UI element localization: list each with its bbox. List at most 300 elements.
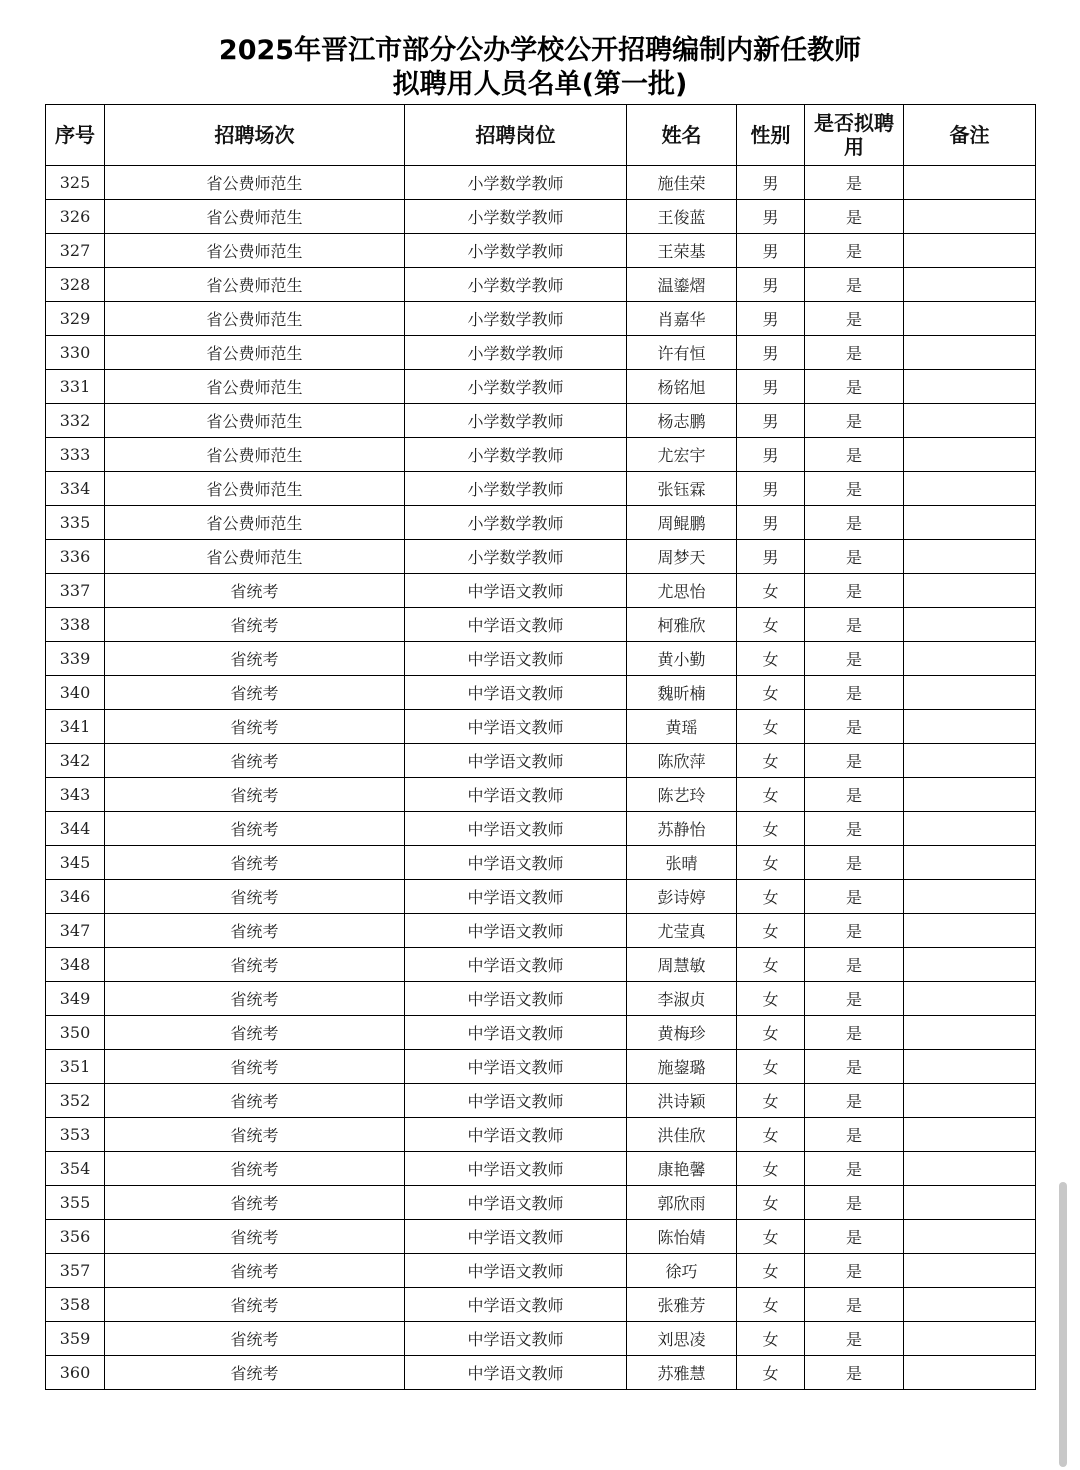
cell-session: 省统考 [105, 710, 405, 744]
cell-remarks [904, 1322, 1036, 1356]
cell-index: 338 [46, 608, 105, 642]
cell-remarks [904, 370, 1036, 404]
cell-session: 省统考 [105, 880, 405, 914]
cell-gender: 女 [737, 710, 805, 744]
cell-session: 省统考 [105, 1288, 405, 1322]
table-row [46, 778, 1036, 812]
table-row [46, 370, 1036, 404]
cell-remarks [904, 880, 1036, 914]
cell-name: 施佳荣 [627, 166, 737, 200]
table-row [46, 1220, 1036, 1254]
cell-hire-status: 是 [805, 166, 904, 200]
cell-gender: 女 [737, 778, 805, 812]
cell-hire-status: 是 [805, 914, 904, 948]
cell-hire-status: 是 [805, 370, 904, 404]
cell-name: 张晴 [627, 846, 737, 880]
cell-index: 356 [46, 1220, 105, 1254]
cell-remarks [904, 642, 1036, 676]
cell-session: 省统考 [105, 744, 405, 778]
cell-position: 中学语文教师 [405, 1356, 627, 1390]
cell-name: 陈艺玲 [627, 778, 737, 812]
cell-hire-status: 是 [805, 1220, 904, 1254]
cell-hire-status: 是 [805, 744, 904, 778]
table-row [46, 948, 1036, 982]
cell-name: 洪佳欣 [627, 1118, 737, 1152]
cell-hire-status: 是 [805, 438, 904, 472]
cell-position: 小学数学教师 [405, 336, 627, 370]
table-row [46, 676, 1036, 710]
cell-index: 332 [46, 404, 105, 438]
cell-hire-status: 是 [805, 506, 904, 540]
cell-gender: 女 [737, 676, 805, 710]
cell-remarks [904, 744, 1036, 778]
cell-session: 省统考 [105, 1152, 405, 1186]
table-row [46, 880, 1036, 914]
cell-remarks [904, 268, 1036, 302]
cell-index: 344 [46, 812, 105, 846]
cell-index: 353 [46, 1118, 105, 1152]
cell-session: 省公费师范生 [105, 268, 405, 302]
cell-session: 省统考 [105, 1356, 405, 1390]
cell-remarks [904, 234, 1036, 268]
table-row [46, 744, 1036, 778]
cell-name: 康艳馨 [627, 1152, 737, 1186]
cell-hire-status: 是 [805, 982, 904, 1016]
cell-position: 中学语文教师 [405, 1016, 627, 1050]
cell-index: 334 [46, 472, 105, 506]
header-index: 序号 [46, 105, 105, 166]
cell-index: 331 [46, 370, 105, 404]
cell-session: 省统考 [105, 1220, 405, 1254]
cell-session: 省公费师范生 [105, 404, 405, 438]
cell-gender: 男 [737, 404, 805, 438]
cell-position: 中学语文教师 [405, 1254, 627, 1288]
cell-gender: 女 [737, 846, 805, 880]
cell-index: 343 [46, 778, 105, 812]
cell-hire-status: 是 [805, 1254, 904, 1288]
cell-index: 336 [46, 540, 105, 574]
cell-name: 刘思凌 [627, 1322, 737, 1356]
cell-index: 330 [46, 336, 105, 370]
cell-remarks [904, 574, 1036, 608]
cell-position: 小学数学教师 [405, 370, 627, 404]
table-row [46, 642, 1036, 676]
cell-position: 中学语文教师 [405, 880, 627, 914]
cell-index: 325 [46, 166, 105, 200]
header-hire-status: 是否拟聘用 [805, 105, 904, 166]
cell-position: 中学语文教师 [405, 982, 627, 1016]
cell-name: 徐巧 [627, 1254, 737, 1288]
header-session: 招聘场次 [105, 105, 405, 166]
table-row [46, 914, 1036, 948]
cell-gender: 女 [737, 1118, 805, 1152]
cell-position: 中学语文教师 [405, 948, 627, 982]
cell-gender: 男 [737, 438, 805, 472]
cell-position: 中学语文教师 [405, 744, 627, 778]
header-name: 姓名 [627, 105, 737, 166]
cell-session: 省统考 [105, 1118, 405, 1152]
table-row [46, 574, 1036, 608]
cell-index: 348 [46, 948, 105, 982]
cell-index: 329 [46, 302, 105, 336]
cell-session: 省公费师范生 [105, 506, 405, 540]
cell-gender: 女 [737, 812, 805, 846]
cell-remarks [904, 1186, 1036, 1220]
cell-remarks [904, 302, 1036, 336]
cell-position: 小学数学教师 [405, 200, 627, 234]
table-row [46, 506, 1036, 540]
cell-gender: 女 [737, 1016, 805, 1050]
cell-hire-status: 是 [805, 1016, 904, 1050]
cell-remarks [904, 948, 1036, 982]
cell-position: 中学语文教师 [405, 1152, 627, 1186]
cell-position: 中学语文教师 [405, 1322, 627, 1356]
cell-remarks [904, 438, 1036, 472]
cell-hire-status: 是 [805, 1118, 904, 1152]
cell-position: 小学数学教师 [405, 268, 627, 302]
cell-session: 省统考 [105, 1050, 405, 1084]
cell-position: 中学语文教师 [405, 676, 627, 710]
cell-hire-status: 是 [805, 1084, 904, 1118]
cell-name: 苏静怡 [627, 812, 737, 846]
cell-position: 中学语文教师 [405, 1084, 627, 1118]
cell-remarks [904, 1288, 1036, 1322]
table-row [46, 200, 1036, 234]
cell-name: 许有恒 [627, 336, 737, 370]
cell-index: 346 [46, 880, 105, 914]
cell-position: 中学语文教师 [405, 1220, 627, 1254]
table-body [46, 166, 1036, 1390]
cell-position: 小学数学教师 [405, 506, 627, 540]
cell-hire-status: 是 [805, 880, 904, 914]
cell-session: 省统考 [105, 846, 405, 880]
cell-index: 352 [46, 1084, 105, 1118]
cell-hire-status: 是 [805, 472, 904, 506]
cell-remarks [904, 1356, 1036, 1390]
cell-session: 省统考 [105, 812, 405, 846]
cell-remarks [904, 540, 1036, 574]
table-row [46, 438, 1036, 472]
table-row [46, 540, 1036, 574]
cell-name: 彭诗婷 [627, 880, 737, 914]
cell-remarks [904, 710, 1036, 744]
cell-name: 杨铭旭 [627, 370, 737, 404]
cell-gender: 男 [737, 234, 805, 268]
cell-position: 小学数学教师 [405, 438, 627, 472]
cell-hire-status: 是 [805, 1050, 904, 1084]
roster-table [45, 104, 1036, 1390]
table-row [46, 1152, 1036, 1186]
table-row [46, 608, 1036, 642]
cell-name: 陈怡婧 [627, 1220, 737, 1254]
cell-position: 中学语文教师 [405, 710, 627, 744]
cell-gender: 女 [737, 982, 805, 1016]
cell-gender: 男 [737, 472, 805, 506]
cell-hire-status: 是 [805, 1356, 904, 1390]
cell-gender: 女 [737, 1084, 805, 1118]
cell-index: 350 [46, 1016, 105, 1050]
cell-gender: 女 [737, 608, 805, 642]
cell-gender: 女 [737, 1220, 805, 1254]
table-row [46, 1016, 1036, 1050]
cell-session: 省公费师范生 [105, 336, 405, 370]
cell-gender: 女 [737, 1322, 805, 1356]
cell-remarks [904, 336, 1036, 370]
cell-session: 省统考 [105, 778, 405, 812]
cell-index: 360 [46, 1356, 105, 1390]
cell-gender: 女 [737, 914, 805, 948]
cell-session: 省统考 [105, 948, 405, 982]
cell-remarks [904, 506, 1036, 540]
cell-session: 省统考 [105, 608, 405, 642]
cell-session: 省公费师范生 [105, 540, 405, 574]
cell-session: 省公费师范生 [105, 472, 405, 506]
cell-index: 358 [46, 1288, 105, 1322]
cell-gender: 女 [737, 1254, 805, 1288]
table-row [46, 472, 1036, 506]
title-line-2: 拟聘用人员名单(第一批) [392, 69, 688, 100]
cell-session: 省公费师范生 [105, 166, 405, 200]
header-remarks: 备注 [904, 105, 1036, 166]
cell-name: 黄瑶 [627, 710, 737, 744]
cell-index: 357 [46, 1254, 105, 1288]
cell-name: 周慧敏 [627, 948, 737, 982]
table-row [46, 710, 1036, 744]
cell-position: 小学数学教师 [405, 234, 627, 268]
cell-name: 王俊蓝 [627, 200, 737, 234]
cell-session: 省统考 [105, 1322, 405, 1356]
cell-index: 341 [46, 710, 105, 744]
cell-hire-status: 是 [805, 336, 904, 370]
cell-remarks [904, 812, 1036, 846]
cell-remarks [904, 608, 1036, 642]
cell-session: 省公费师范生 [105, 234, 405, 268]
cell-index: 327 [46, 234, 105, 268]
cell-session: 省统考 [105, 914, 405, 948]
table-row [46, 1050, 1036, 1084]
cell-session: 省公费师范生 [105, 370, 405, 404]
cell-gender: 女 [737, 948, 805, 982]
cell-hire-status: 是 [805, 302, 904, 336]
table-row [46, 982, 1036, 1016]
cell-name: 周梦天 [627, 540, 737, 574]
cell-gender: 男 [737, 370, 805, 404]
cell-index: 354 [46, 1152, 105, 1186]
cell-hire-status: 是 [805, 200, 904, 234]
cell-position: 中学语文教师 [405, 1118, 627, 1152]
cell-index: 340 [46, 676, 105, 710]
cell-remarks [904, 200, 1036, 234]
cell-remarks [904, 676, 1036, 710]
cell-hire-status: 是 [805, 846, 904, 880]
cell-session: 省统考 [105, 1254, 405, 1288]
cell-position: 中学语文教师 [405, 1050, 627, 1084]
cell-remarks [904, 1050, 1036, 1084]
cell-gender: 男 [737, 506, 805, 540]
cell-hire-status: 是 [805, 778, 904, 812]
cell-remarks [904, 166, 1036, 200]
table-row [46, 268, 1036, 302]
cell-name: 尤思怡 [627, 574, 737, 608]
cell-remarks [904, 1016, 1036, 1050]
table-row [46, 1356, 1036, 1390]
title-line-1: 2025年晋江市部分公办学校公开招聘编制内新任教师 [218, 35, 862, 66]
cell-gender: 男 [737, 200, 805, 234]
cell-hire-status: 是 [805, 1288, 904, 1322]
cell-hire-status: 是 [805, 1186, 904, 1220]
cell-index: 347 [46, 914, 105, 948]
cell-gender: 男 [737, 336, 805, 370]
cell-session: 省统考 [105, 982, 405, 1016]
table-row [46, 302, 1036, 336]
table-row [46, 336, 1036, 370]
cell-name: 尤宏宇 [627, 438, 737, 472]
cell-gender: 女 [737, 1186, 805, 1220]
cell-gender: 男 [737, 302, 805, 336]
cell-remarks [904, 982, 1036, 1016]
cell-session: 省统考 [105, 1084, 405, 1118]
cell-remarks [904, 1084, 1036, 1118]
table-row [46, 1186, 1036, 1220]
cell-name: 温鎏熠 [627, 268, 737, 302]
document-title [0, 34, 1080, 102]
cell-remarks [904, 914, 1036, 948]
cell-name: 黄小勤 [627, 642, 737, 676]
cell-session: 省统考 [105, 642, 405, 676]
cell-remarks [904, 1220, 1036, 1254]
cell-gender: 男 [737, 540, 805, 574]
cell-name: 周鲲鹏 [627, 506, 737, 540]
table-row [46, 404, 1036, 438]
cell-position: 中学语文教师 [405, 642, 627, 676]
table-row [46, 166, 1036, 200]
header-position: 招聘岗位 [405, 105, 627, 166]
cell-gender: 女 [737, 642, 805, 676]
cell-name: 王荣基 [627, 234, 737, 268]
cell-remarks [904, 1254, 1036, 1288]
cell-gender: 男 [737, 268, 805, 302]
cell-hire-status: 是 [805, 642, 904, 676]
cell-name: 黄梅珍 [627, 1016, 737, 1050]
cell-hire-status: 是 [805, 812, 904, 846]
cell-position: 小学数学教师 [405, 302, 627, 336]
cell-position: 中学语文教师 [405, 608, 627, 642]
cell-hire-status: 是 [805, 1322, 904, 1356]
cell-name: 柯雅欣 [627, 608, 737, 642]
table-header-row [46, 105, 1036, 166]
cell-hire-status: 是 [805, 540, 904, 574]
cell-position: 小学数学教师 [405, 540, 627, 574]
cell-hire-status: 是 [805, 234, 904, 268]
table-row [46, 846, 1036, 880]
cell-hire-status: 是 [805, 948, 904, 982]
cell-session: 省公费师范生 [105, 438, 405, 472]
table-row [46, 1118, 1036, 1152]
cell-gender: 女 [737, 1050, 805, 1084]
cell-index: 359 [46, 1322, 105, 1356]
cell-hire-status: 是 [805, 608, 904, 642]
cell-name: 杨志鹏 [627, 404, 737, 438]
cell-name: 张雅芳 [627, 1288, 737, 1322]
cell-session: 省公费师范生 [105, 302, 405, 336]
cell-hire-status: 是 [805, 404, 904, 438]
cell-index: 333 [46, 438, 105, 472]
table-row [46, 1288, 1036, 1322]
cell-position: 中学语文教师 [405, 812, 627, 846]
cell-name: 陈欣萍 [627, 744, 737, 778]
cell-position: 小学数学教师 [405, 404, 627, 438]
cell-remarks [904, 472, 1036, 506]
cell-index: 342 [46, 744, 105, 778]
cell-gender: 女 [737, 574, 805, 608]
cell-index: 335 [46, 506, 105, 540]
cell-name: 李淑贞 [627, 982, 737, 1016]
cell-session: 省统考 [105, 1186, 405, 1220]
cell-gender: 女 [737, 1356, 805, 1390]
cell-index: 326 [46, 200, 105, 234]
cell-session: 省统考 [105, 1016, 405, 1050]
cell-hire-status: 是 [805, 710, 904, 744]
cell-name: 肖嘉华 [627, 302, 737, 336]
cell-position: 中学语文教师 [405, 914, 627, 948]
cell-name: 施鋆璐 [627, 1050, 737, 1084]
table-row [46, 812, 1036, 846]
cell-gender: 女 [737, 1288, 805, 1322]
cell-gender: 女 [737, 880, 805, 914]
header-gender: 性别 [737, 105, 805, 166]
cell-position: 中学语文教师 [405, 846, 627, 880]
cell-index: 345 [46, 846, 105, 880]
cell-name: 郭欣雨 [627, 1186, 737, 1220]
table-row [46, 1254, 1036, 1288]
cell-index: 328 [46, 268, 105, 302]
cell-name: 洪诗颖 [627, 1084, 737, 1118]
cell-index: 351 [46, 1050, 105, 1084]
cell-name: 苏雅慧 [627, 1356, 737, 1390]
cell-hire-status: 是 [805, 268, 904, 302]
cell-session: 省统考 [105, 676, 405, 710]
cell-hire-status: 是 [805, 574, 904, 608]
cell-remarks [904, 404, 1036, 438]
cell-index: 355 [46, 1186, 105, 1220]
cell-index: 339 [46, 642, 105, 676]
cell-name: 魏昕楠 [627, 676, 737, 710]
cell-position: 小学数学教师 [405, 166, 627, 200]
cell-position: 小学数学教师 [405, 472, 627, 506]
cell-gender: 女 [737, 1152, 805, 1186]
cell-remarks [904, 778, 1036, 812]
cell-index: 349 [46, 982, 105, 1016]
cell-gender: 男 [737, 166, 805, 200]
cell-remarks [904, 846, 1036, 880]
cell-session: 省公费师范生 [105, 200, 405, 234]
cell-position: 中学语文教师 [405, 574, 627, 608]
cell-hire-status: 是 [805, 1152, 904, 1186]
cell-position: 中学语文教师 [405, 1288, 627, 1322]
cell-session: 省统考 [105, 574, 405, 608]
table-row [46, 1322, 1036, 1356]
cell-name: 尤莹真 [627, 914, 737, 948]
cell-name: 张钰霖 [627, 472, 737, 506]
cell-gender: 女 [737, 744, 805, 778]
cell-position: 中学语文教师 [405, 1186, 627, 1220]
table-row [46, 234, 1036, 268]
cell-remarks [904, 1118, 1036, 1152]
cell-position: 中学语文教师 [405, 778, 627, 812]
vertical-scrollbar[interactable] [1059, 1182, 1067, 1467]
cell-remarks [904, 1152, 1036, 1186]
cell-hire-status: 是 [805, 676, 904, 710]
